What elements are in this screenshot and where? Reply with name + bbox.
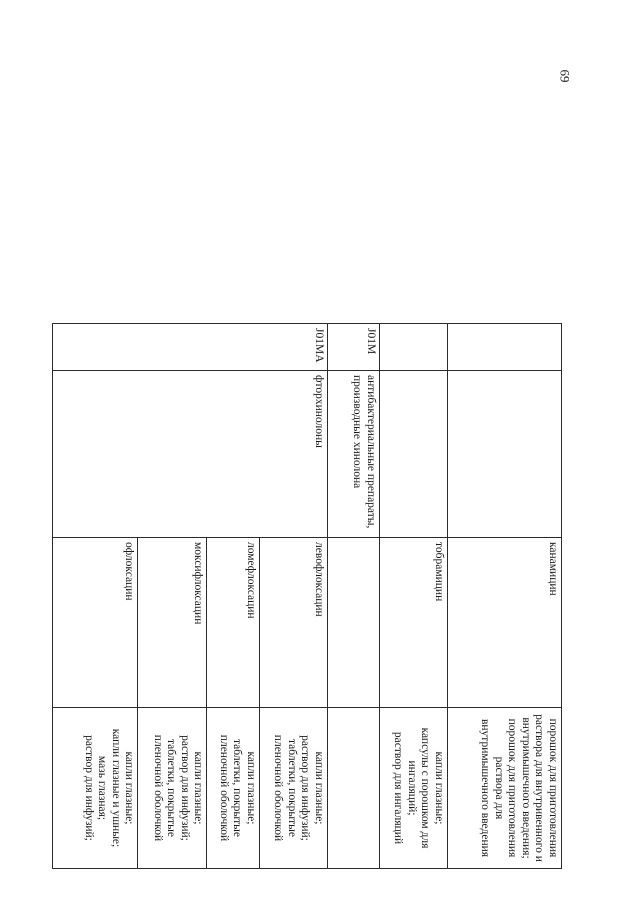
group-cell [379,371,447,538]
dosage-forms-cell [379,708,447,869]
atc-code-cell: J01MA [53,324,328,371]
dosage-form: капли глазные; [123,751,136,825]
drug-name-cell: левофлоксацин [259,538,327,708]
dosage-form: раствор для ингаляций [392,731,405,845]
dosage-form: таблетки, покрытые пленочной оболочкой [217,734,244,842]
dosage-form: капли глазные; [313,751,326,825]
dosage-form: капли глазные; [433,751,446,825]
drug-name-cell: моксифлоксацин [138,538,207,708]
dosage-form: капли глазные; [244,751,257,825]
dosage-forms-cell [448,708,562,869]
dosage-form: таблетки, покрытые пленочной оболочкой [151,734,178,842]
drug-name-cell: ломефлоксацин [207,538,260,708]
group-cell [448,371,562,538]
atc-code-cell [379,324,447,371]
group-cell: антибактериальные препараты, производные хинолона [328,371,380,538]
page-number: 69 [557,69,573,83]
group-cell: фторхинолоны [53,371,328,538]
dosage-form: порошок для приготовления раствора для внутривенного и внутримышечного введения; [519,714,559,862]
dosage-forms-cell [259,708,327,869]
atc-code-cell [448,324,562,371]
dosage-form: раствор для инфузий; [178,735,191,841]
dosage-form: капсулы с порошком для ингаляций; [405,727,432,849]
dosage-form: раствор для инфузий; [299,735,312,841]
table-row [379,324,447,869]
rotated-table-wrapper [52,323,562,868]
dosage-form: порошок для приготовления раствора для внутримышечного введения [479,718,519,858]
dosage-form: капли глазные и ушные; [109,728,122,848]
table-row [448,324,562,869]
dosage-form: мазь глазная; [96,755,109,821]
dosage-form: таблетки, покрытые пленочной оболочкой [272,734,298,842]
dosage-forms-cell [207,708,260,869]
dosage-forms-cell [328,708,380,869]
dosage-forms-cell [138,708,207,869]
dosage-form: раствор для инфузий; [82,735,95,841]
atc-code-cell: J01M [328,324,380,371]
drug-name-cell: тобрамицин [379,538,447,708]
dosage-form: капли глазные; [192,751,205,825]
drug-name-cell [328,538,380,708]
table-row [259,324,327,869]
drug-name-cell: офлоксацин [53,538,138,708]
drug-name-cell: канамицин [448,538,562,708]
table-row [328,324,380,869]
dosage-forms-cell [53,708,138,869]
drug-table [52,323,562,869]
